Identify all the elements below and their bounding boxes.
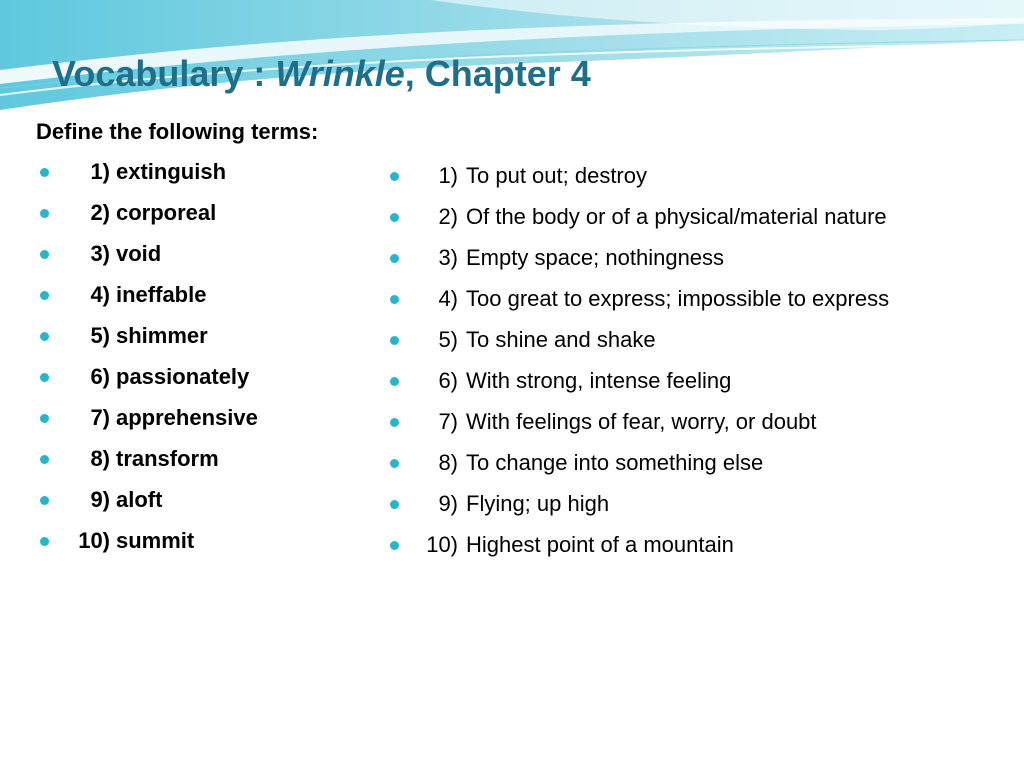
term-text: ineffable (116, 282, 207, 307)
definition-item (390, 162, 1010, 203)
bullet-icon (390, 541, 399, 550)
definition-item (390, 490, 1010, 531)
definition-text: To put out; destroy (466, 163, 647, 188)
bullet-icon (40, 414, 49, 423)
bullet-icon (40, 250, 49, 259)
term-text: passionately (116, 364, 250, 389)
term-number: 7) (90, 405, 110, 430)
definition-text: Highest point of a mountain (466, 532, 734, 557)
definition-number: 1) (438, 163, 458, 188)
definition-number: 4) (438, 286, 458, 311)
definition-item (390, 285, 1010, 326)
bullet-icon (40, 209, 49, 218)
term-item (40, 240, 360, 281)
definition-text: Flying; up high (466, 491, 610, 516)
definition-number: 7) (438, 409, 458, 434)
term-text: transform (116, 446, 219, 471)
definition-text: With strong, intense feeling (466, 368, 732, 393)
term-item (40, 404, 360, 445)
bullet-icon (390, 295, 399, 304)
term-number: 9) (90, 487, 110, 512)
definition-number: 5) (438, 327, 458, 352)
definition-item (390, 531, 1010, 572)
definition-item (390, 326, 1010, 367)
definition-item (390, 367, 1010, 408)
definition-text: To change into something else (466, 450, 764, 475)
definition-item (390, 244, 1010, 285)
definition-text: To shine and shake (466, 327, 656, 352)
bullet-icon (390, 172, 399, 181)
term-number: 2) (90, 200, 110, 225)
definition-text: Too great to express; impossible to express (466, 286, 890, 311)
bullet-icon (390, 418, 399, 427)
bullet-icon (40, 373, 49, 382)
definition-number: 3) (438, 245, 458, 270)
definition-number: 6) (438, 368, 458, 393)
term-text: summit (116, 528, 195, 553)
title-prefix: Vocabulary : (52, 53, 276, 94)
definition-item (390, 408, 1010, 449)
bullet-icon (390, 459, 399, 468)
bullet-icon (390, 336, 399, 345)
definition-number: 2) (438, 204, 458, 229)
definitions-list (390, 162, 1010, 572)
term-number: 4) (90, 282, 110, 307)
term-number: 3) (90, 241, 110, 266)
term-item (40, 158, 360, 199)
definition-item (390, 449, 1010, 490)
term-number: 6) (90, 364, 110, 389)
definition-text: Of the body or of a physical/material nature (466, 204, 887, 229)
term-number: 1) (90, 159, 110, 184)
term-item (40, 486, 360, 527)
title-suffix: , Chapter 4 (404, 53, 591, 94)
term-text: corporeal (116, 200, 217, 225)
term-text: shimmer (116, 323, 208, 348)
definition-number: 8) (438, 450, 458, 475)
definition-text: With feelings of fear, worry, or doubt (466, 409, 817, 434)
bullet-icon (40, 537, 49, 546)
term-number: 8) (90, 446, 110, 471)
definition-number: 9) (438, 491, 458, 516)
bullet-icon (40, 496, 49, 505)
bullet-icon (40, 291, 49, 300)
term-number: 10) (78, 528, 110, 553)
term-text: apprehensive (116, 405, 258, 430)
term-item (40, 527, 360, 568)
term-item (40, 281, 360, 322)
slide-title (52, 52, 591, 96)
bullet-icon (390, 213, 399, 222)
bullet-icon (390, 377, 399, 386)
bullet-icon (40, 168, 49, 177)
definition-number: 10) (426, 532, 458, 557)
term-text: void (116, 241, 162, 266)
definition-text: Empty space; nothingness (466, 245, 725, 270)
title-italic: Wrinkle (275, 53, 405, 94)
bullet-icon (390, 500, 399, 509)
term-item (40, 363, 360, 404)
subtitle: Define the following terms: (36, 119, 319, 144)
bullet-icon (40, 332, 49, 341)
term-text: aloft (116, 487, 163, 512)
term-item (40, 199, 360, 240)
term-item (40, 445, 360, 486)
definition-item (390, 203, 1010, 244)
terms-list (40, 158, 360, 568)
term-text: extinguish (116, 159, 227, 184)
bullet-icon (40, 455, 49, 464)
bullet-icon (390, 254, 399, 263)
term-item (40, 322, 360, 363)
term-number: 5) (90, 323, 110, 348)
